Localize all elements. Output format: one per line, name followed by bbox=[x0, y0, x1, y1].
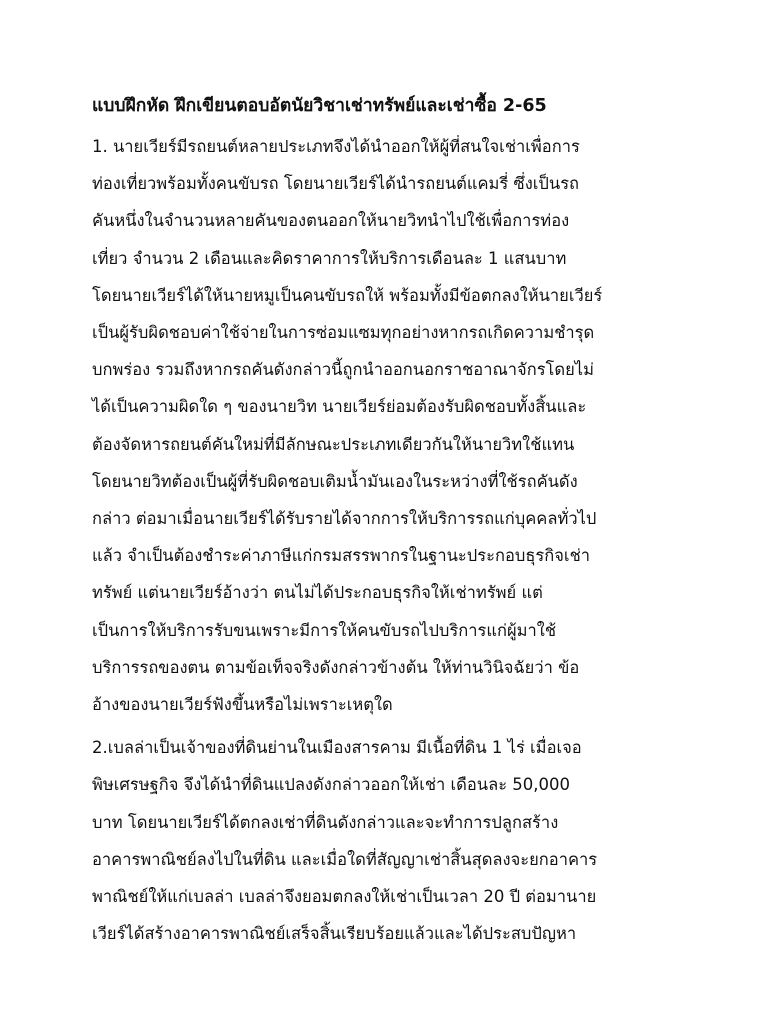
paragraph-line: ต้องจัดหารถยนต์คันใหม่ที่มีลักษณะประเภทเดียวกันให้นายวิทใช้แทน bbox=[92, 434, 575, 454]
document-page bbox=[92, 86, 692, 958]
paragraph-line: โดยนายวิทต้องเป็นผู้ที่รับผิดชอบเติมน้ำมันเองในระหว่างที่ใช้รถคันดัง bbox=[92, 471, 578, 491]
paragraph-line: บริการรถของตน ตามข้อเท็จจริงดังกล่าวข้างต้น ให้ท่านวินิจฉัยว่า ข้อ bbox=[92, 657, 580, 677]
paragraph-line: อาคารพาณิชย์ลงไปในที่ดิน และเมื่อใดที่สัญญาเช่าสิ้นสุดลงจะยกอาคาร bbox=[92, 849, 598, 869]
paragraph-line: เป็นการให้บริการรับขนเพราะมีการให้คนขับรถไปบริการแก่ผู้มาใช้ bbox=[92, 620, 557, 640]
paragraph-line: ทรัพย์ แต่นายเวียร์อ้างว่า ตนไม่ได้ประกอบธุรกิจให้เช่าทรัพย์ แต่ bbox=[92, 583, 543, 603]
paragraph-line: พาณิชย์ให้แก่เบลล่า เบลล่าจึงยอมตกลงให้เช่าเป็นเวลา 20 ปี ต่อมานาย bbox=[92, 887, 597, 907]
paragraph-line: เป็นผู้รับผิดชอบค่าใช้จ่ายในการซ่อมแซมทุกอย่างหากรถเกิดความชำรุด bbox=[92, 323, 595, 343]
paragraph-line: โดยนายเวียร์ได้ให้นายหมูเป็นคนขับรถให้ พร้อมทั้งมีข้อตกลงให้นายเวียร์ bbox=[92, 285, 603, 305]
paragraph-line: บกพร่อง รวมถึงหากรถคันดังกล่าวนี้ถูกนำออกนอกราชอาณาจักรโดยไม่ bbox=[92, 360, 594, 380]
paragraph-line: 2.เบลล่าเป็นเจ้าของที่ดินย่านในเมืองสารคาม มีเนื้อที่ดิน 1 ไร่ เมื่อเจอ bbox=[92, 738, 582, 758]
paragraph-line: กล่าว ต่อมาเมื่อนายเวียร์ได้รับรายได้จากการให้บริการรถแก่บุคคลทั่วไป bbox=[92, 509, 597, 529]
paragraph-line: ท่องเที่ยวพร้อมทั้งคนขับรถ โดยนายเวียร์ได้นำรถยนต์แคมรี่ ซึ่งเป็นรถ bbox=[92, 174, 580, 194]
document-title: แบบฝึกหัด ฝึกเขียนตอบอัตนัยวิชาเช่าทรัพย์และเช่าซื้อ 2-65 bbox=[92, 96, 547, 116]
question-1-paragraph bbox=[92, 128, 692, 723]
paragraph-line: บาท โดยนายเวียร์ได้ตกลงเช่าที่ดินดังกล่าวและจะทำการปลูกสร้าง bbox=[92, 812, 559, 832]
paragraph-line: แล้ว จำเป็นต้องชำระค่าภาษีแก่กรมสรรพากรในฐานะประกอบธุรกิจเช่า bbox=[92, 546, 591, 566]
paragraph-line: ได้เป็นความผิดใด ๆ ของนายวิท นายเวียร์ย่อมต้องรับผิดชอบทั้งสิ้นและ bbox=[92, 397, 587, 417]
paragraph-line: คันหนึ่งในจำนวนหลายคันของตนออกให้นายวิทนำไปใช้เพื่อการท่อง bbox=[92, 211, 570, 231]
paragraph-line: เที่ยว จำนวน 2 เดือนและคิดราคาการให้บริการเดือนละ 1 แสนบาท bbox=[92, 248, 567, 268]
paragraph-line: 1. นายเวียร์มีรถยนต์หลายประเภทจึงได้นำออกให้ผู้ที่สนใจเช่าเพื่อการ bbox=[92, 137, 580, 156]
paragraph-line: เวียร์ได้สร้างอาคารพาณิชย์เสร็จสิ้นเรียบร้อยแล้วและได้ประสบปัญหา bbox=[92, 924, 577, 944]
paragraph-line: อ้างของนายเวียร์ฟังขึ้นหรือไม่เพราะเหตุใด bbox=[92, 695, 393, 715]
paragraph-line: พิษเศรษฐกิจ จึงได้นำที่ดินแปลงดังกล่าวออกให้เช่า เดือนละ 50,000 bbox=[92, 775, 571, 795]
question-2-paragraph bbox=[92, 729, 692, 952]
